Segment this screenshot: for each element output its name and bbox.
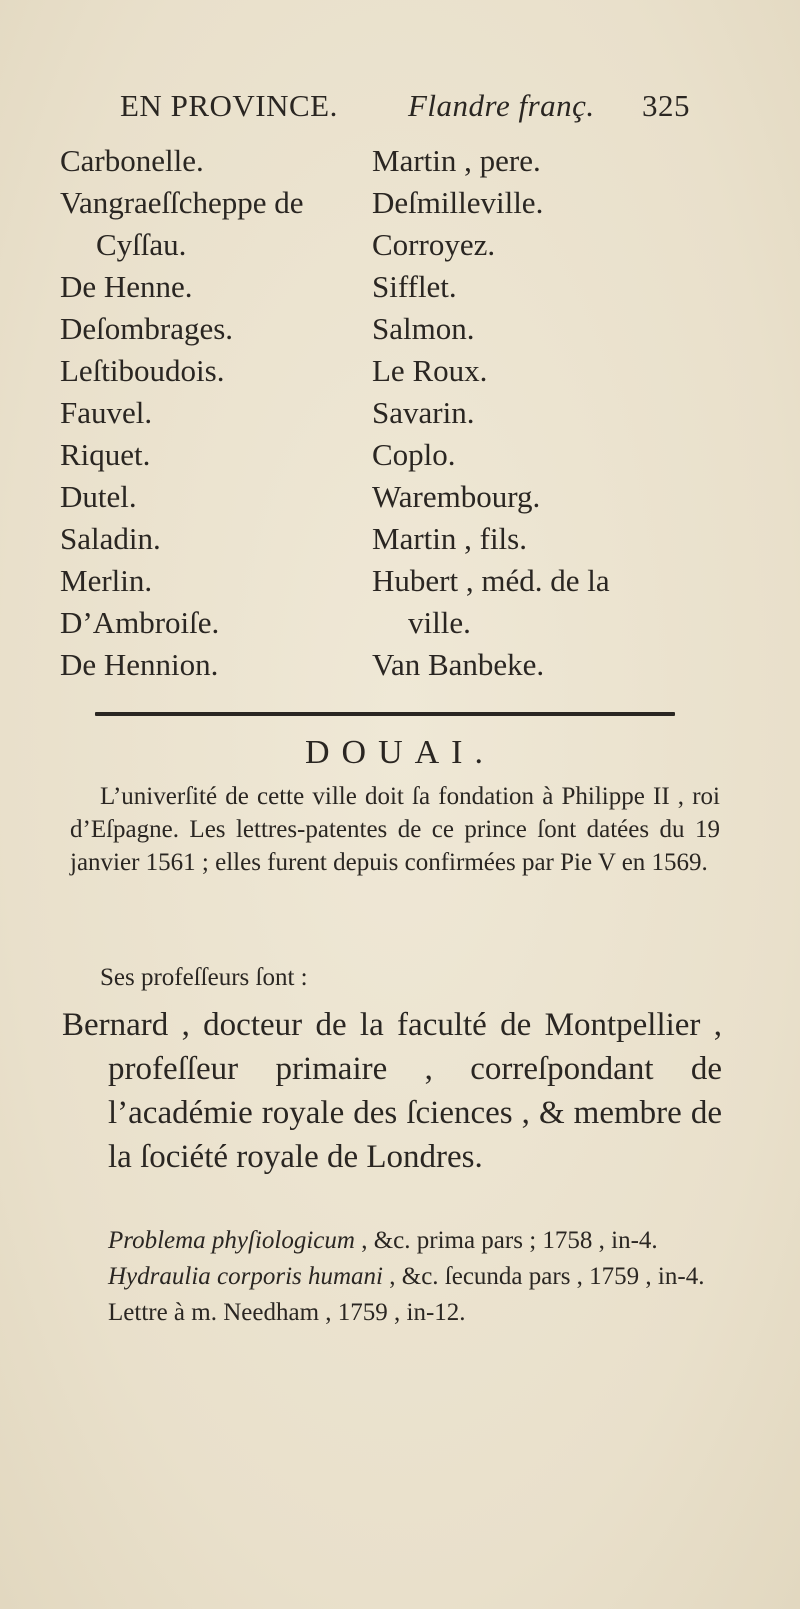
name-left: De Henne. — [60, 269, 193, 304]
list-row — [60, 308, 740, 350]
work-item — [78, 1261, 728, 1293]
work-details: , &c. prima pars ; 1758 , in-4. — [354, 1227, 658, 1254]
name-right: ville. — [408, 605, 471, 640]
list-row — [60, 350, 740, 392]
name-right: Martin , pere. — [372, 143, 541, 178]
name-left: D’Ambroiſe. — [60, 605, 220, 640]
name-right: Hubert , méd. de la — [372, 563, 610, 598]
name-right: Corroyez. — [372, 227, 496, 262]
name-right: Le Roux. — [372, 353, 488, 388]
section-name: Flandre franç. — [408, 88, 595, 123]
list-row — [60, 224, 740, 266]
name-right: Van Banbeke. — [372, 647, 545, 682]
list-row — [60, 518, 740, 560]
name-left: De Hennion. — [60, 647, 219, 682]
work-item — [78, 1225, 728, 1257]
name-left: Leſtiboudois. — [60, 353, 225, 388]
name-right: Warembourg. — [372, 479, 541, 514]
page-number: 325 — [642, 88, 690, 123]
work-details: , &c. ſecunda pars , 1759 , in-4. — [383, 1263, 705, 1290]
list-row — [60, 140, 740, 182]
name-left: Saladin. — [60, 521, 161, 556]
name-left: Merlin. — [60, 563, 153, 598]
work-details: Lettre à m. Needham , 1759 , in-12. — [108, 1299, 466, 1326]
running-head: EN PROVINCE. — [120, 88, 338, 123]
name-right: Coplo. — [372, 437, 456, 472]
list-row — [60, 182, 740, 224]
list-row — [60, 560, 740, 602]
name-right: Deſmilleville. — [372, 185, 544, 220]
running-header — [120, 88, 720, 138]
intro-text: L’univerſité de cette ville doit ſa fondation à Philippe II , roi d’Eſpagne. Les lettres-patentes de ce prince ſont datées du 19 janvier 1561 ; elles furent depuis confirmées par Pie V en 1569. — [70, 783, 720, 876]
name-left: Dutel. — [60, 479, 137, 514]
work-item — [78, 1297, 728, 1329]
name-left: Vangraeſſcheppe de — [60, 185, 304, 220]
work-title: Problema phyſiologicum — [108, 1227, 355, 1254]
section-divider — [95, 712, 675, 716]
professors-subhead: Ses profeſſeurs ſont : — [100, 964, 308, 991]
name-right: Martin , fils. — [372, 521, 527, 556]
list-row — [60, 392, 740, 434]
name-left: Deſombrages. — [60, 311, 234, 346]
works-list — [78, 1225, 728, 1333]
intro-paragraph — [70, 780, 720, 879]
name-right: Salmon. — [372, 311, 475, 346]
name-left: Cyſſau. — [96, 227, 187, 262]
work-title: Hydraulia corporis humani — [108, 1263, 383, 1290]
name-right: Sifflet. — [372, 269, 457, 304]
list-row — [60, 476, 740, 518]
professor-entry — [62, 1003, 722, 1179]
name-right: Savarin. — [372, 395, 475, 430]
name-left: Riquet. — [60, 437, 151, 472]
entry-text: Bernard , docteur de la faculté de Montpellier , profeſſeur primaire , correſpondant de l’académie royale des ſciences , & membre de la ſociété royale de Londres. — [62, 1007, 722, 1175]
name-left: Fauvel. — [60, 395, 153, 430]
list-row — [60, 434, 740, 476]
list-row — [60, 644, 740, 686]
name-list — [60, 140, 740, 686]
section-title: DOUAI. — [304, 734, 496, 771]
list-row — [60, 602, 740, 644]
list-row — [60, 266, 740, 308]
name-left: Carbonelle. — [60, 143, 204, 178]
